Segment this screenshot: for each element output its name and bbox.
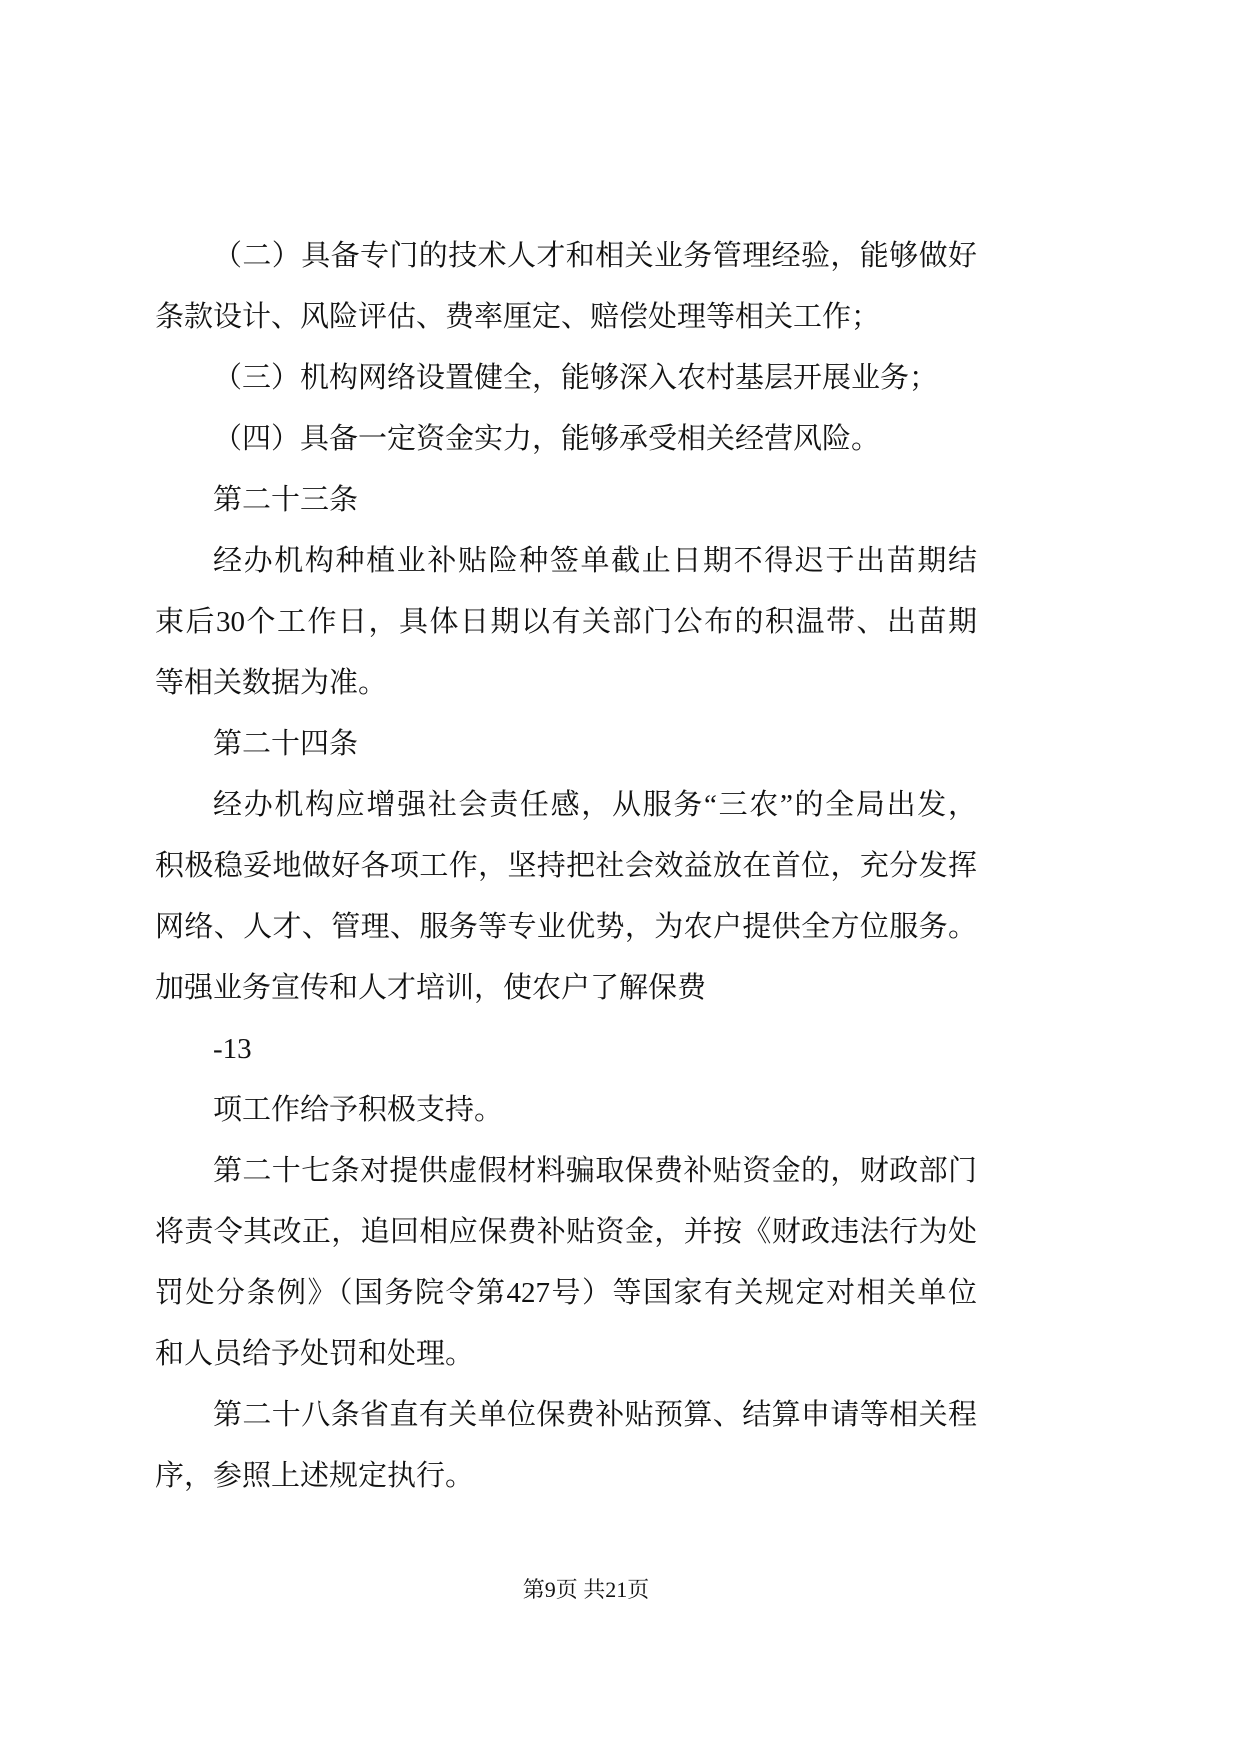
list-item-4-text: （四）具备一定资金实力，能够承受相关经营风险。 bbox=[213, 423, 881, 455]
article-24-body-line: 加强业务宣传和人才培训，使农户了解保费 bbox=[155, 972, 707, 1004]
page-footer bbox=[155, 1575, 1017, 1605]
list-item-2-continuation: 条款设计、风险评估、费率厘定、赔偿处理等相关工作； bbox=[155, 301, 881, 333]
list-item-2-text: （二）具备专门的技术人才和相关业务管理经验，能够做好 bbox=[213, 240, 977, 272]
article-27-line: 和人员给予处罚和处理。 bbox=[155, 1338, 475, 1370]
paragraph-line: 项工作给予积极支持。 bbox=[213, 1094, 504, 1126]
article-23-body-line: 等相关数据为准。 bbox=[155, 667, 388, 699]
article-27-line: 将责令其改正，追回相应保费补贴资金，并按《财政违法行为处 bbox=[155, 1216, 977, 1248]
page-body bbox=[155, 226, 977, 1507]
article-23-body-line: 经办机构种植业补贴险种签单截止日期不得迟于出苗期结 bbox=[213, 545, 977, 577]
article-27-line: 第二十七条对提供虚假材料骗取保费补贴资金的，财政部门 bbox=[213, 1155, 977, 1187]
list-item-3-text: （三）机构网络设置健全，能够深入农村基层开展业务； bbox=[213, 362, 939, 394]
page-counter: 第9页 共21页 bbox=[522, 1577, 650, 1602]
article-23-heading: 第二十三条 bbox=[213, 484, 359, 516]
page-number-fragment: -13 bbox=[213, 1033, 252, 1065]
article-23-body-line: 束后30个工作日，具体日期以有关部门公布的积温带、出苗期 bbox=[155, 606, 977, 638]
article-24-heading: 第二十四条 bbox=[213, 728, 359, 760]
article-24-body-line: 经办机构应增强社会责任感，从服务“三农”的全局出发， bbox=[213, 789, 977, 821]
article-24-body-line: 网络、人才、管理、服务等专业优势，为农户提供全方位服务。 bbox=[155, 911, 977, 943]
article-28-line: 序，参照上述规定执行。 bbox=[155, 1460, 475, 1492]
article-24-body-line: 积极稳妥地做好各项工作，坚持把社会效益放在首位，充分发挥 bbox=[155, 850, 977, 882]
article-28-line: 第二十八条省直有关单位保费补贴预算、结算申请等相关程 bbox=[213, 1399, 977, 1431]
article-27-line: 罚处分条例》（国务院令第427号）等国家有关规定对相关单位 bbox=[155, 1277, 977, 1309]
